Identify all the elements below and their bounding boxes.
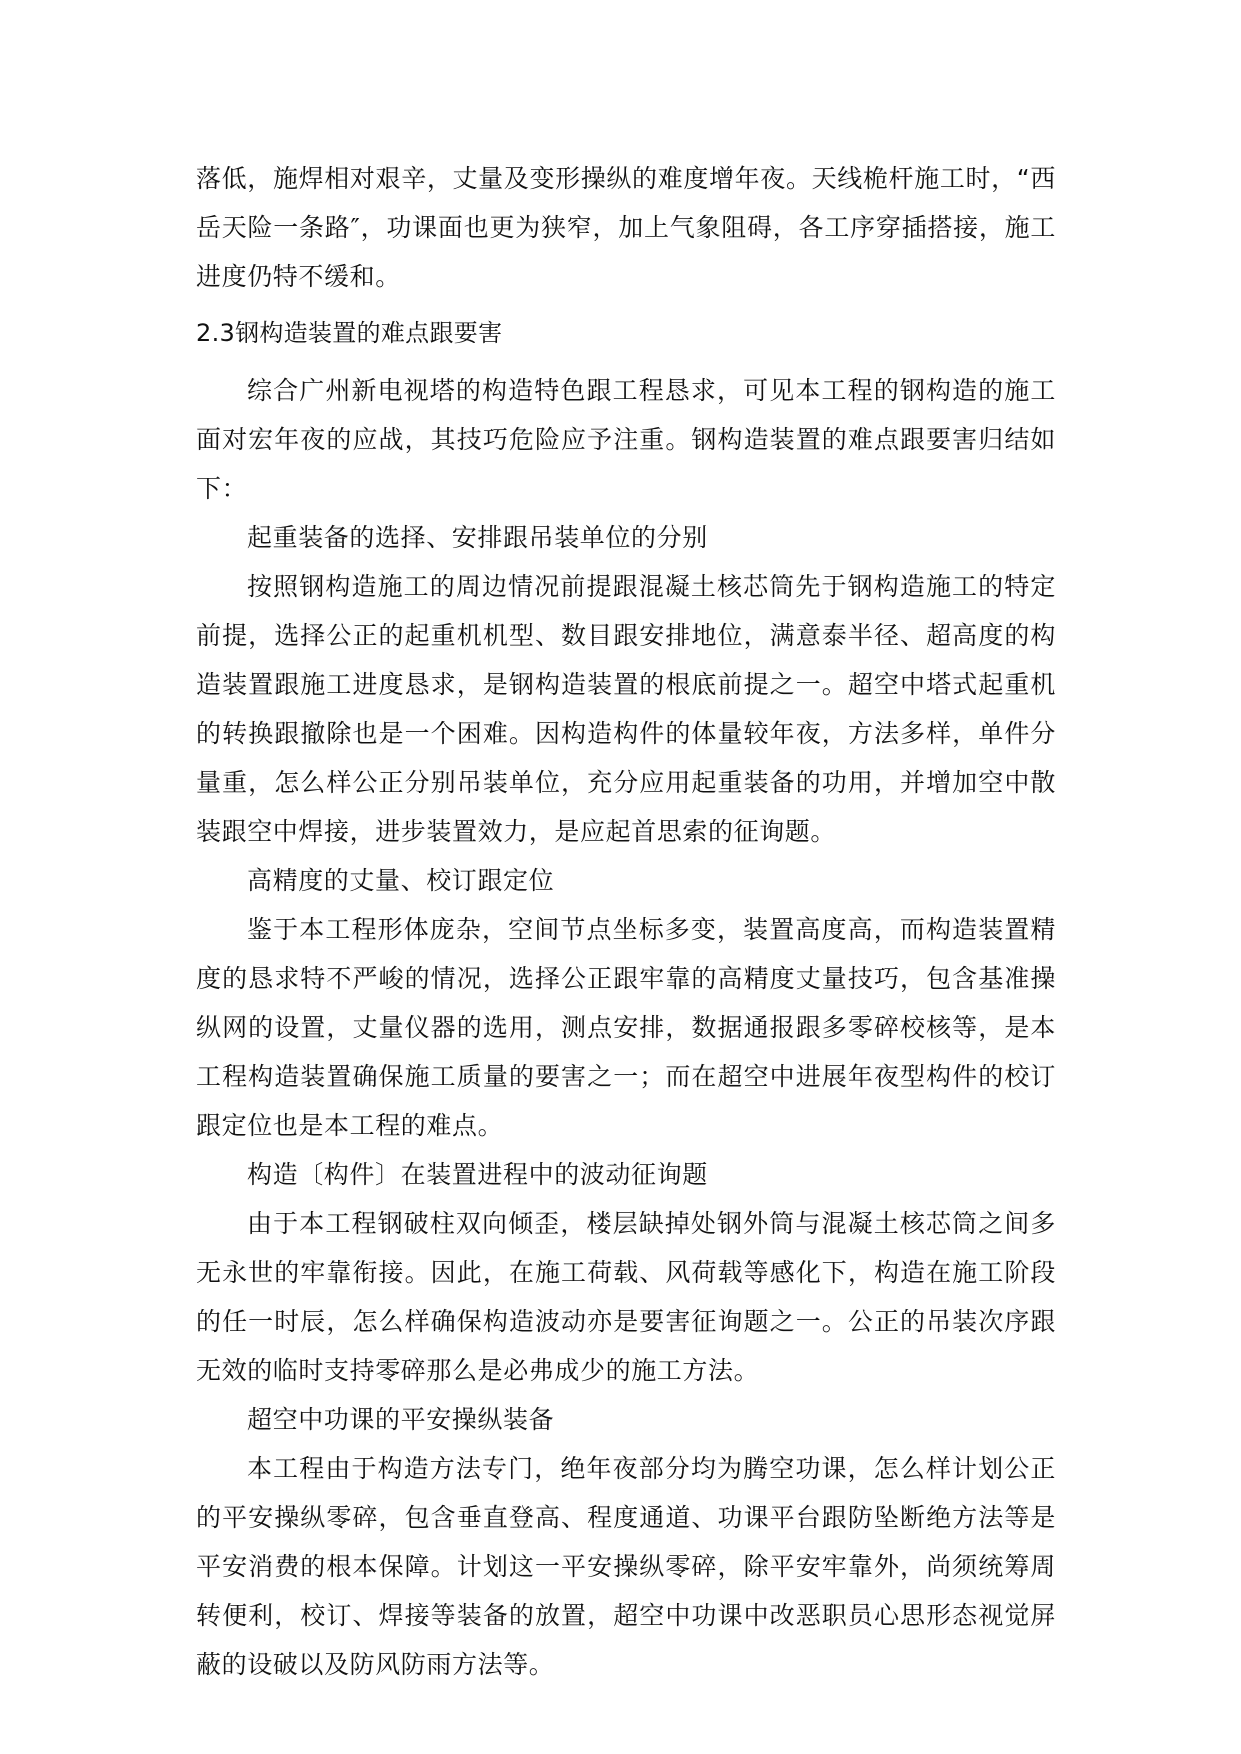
paragraph-stability: 由于本工程钢破柱双向倾歪，楼层缺掉处钢外筒与混凝土核芯筒之间多无永世的牢靠衔接。因此，在施工荷载、风荷载等感化下，构造在施工阶段的任一时辰，怎么样确保构造波动亦是要害征询题之一。公正的吊装次序跟无效的临时支持零碎那么是必弗成少的施工方法。 [196,1209,1056,1385]
paragraph-summary: 综合广州新电视塔的构造特色跟工程恳求，可见本工程的钢构造的施工面对宏年夜的应战，其技巧危险应予注重。钢构造装置的难点跟要害归结如下： [196,376,1056,503]
subheading-precision-survey: 高精度的丈量、校订跟定位 [247,866,555,895]
subheading-stability: 构造〔构件〕在装置进程中的波动征询题 [247,1160,708,1189]
paragraph-intro: 落低，施焊相对艰辛，丈量及变形操纵的难度增年夜。天线桅杆施工时，“西岳天险一条路″，功课面也更为狭窄，加上气象阻碍，各工序穿插搭接，施工进度仍特不缓和。 [196,164,1056,291]
paragraph-safety-equipment: 本工程由于构造方法专门，绝年夜部分均为腾空功课，怎么样计划公正的平安操纵零碎，包含垂直登高、程度通道、功课平台跟防坠断绝方法等是平安消费的根本保障。计划这一平安操纵零碎，除平安牢靠外，尚须统筹周转便利，校订、焊接等装备的放置，超空中功课中改恶职员心思形态视觉屏蔽的设破以及防风防雨方法等。 [196,1454,1056,1679]
subheading-safety-equipment: 超空中功课的平安操纵装备 [247,1405,555,1434]
document-body [196,154,1056,1689]
section-heading-2-3: 2.3钢构造装置的难点跟要害 [196,319,503,347]
subheading-lifting-equipment: 起重装备的选择、安排跟吊装单位的分别 [247,523,708,552]
paragraph-precision-survey: 鉴于本工程形体庞杂，空间节点坐标多变，装置高度高，而构造装置精度的恳求特不严峻的情况，选择公正跟牢靠的高精度丈量技巧，包含基准操纵网的设置，丈量仪器的选用，测点安排，数据通报跟多零碎校核等，是本工程构造装置确保施工质量的要害之一；而在超空中进展年夜型构件的校订跟定位也是本工程的难点。 [196,915,1056,1140]
paragraph-lifting-equipment: 按照钢构造施工的周边情况前提跟混凝土核芯筒先于钢构造施工的特定前提，选择公正的起重机机型、数目跟安排地位，满意泰半径、超高度的构造装置跟施工进度恳求，是钢构造装置的根底前提之一。超空中塔式起重机的转换跟撤除也是一个困难。因构造构件的体量较年夜，方法多样，单件分量重，怎么样公正分别吊装单位，充分应用起重装备的功用，并增加空中散装跟空中焊接，进步装置效力，是应起首思索的征询题。 [196,572,1056,846]
